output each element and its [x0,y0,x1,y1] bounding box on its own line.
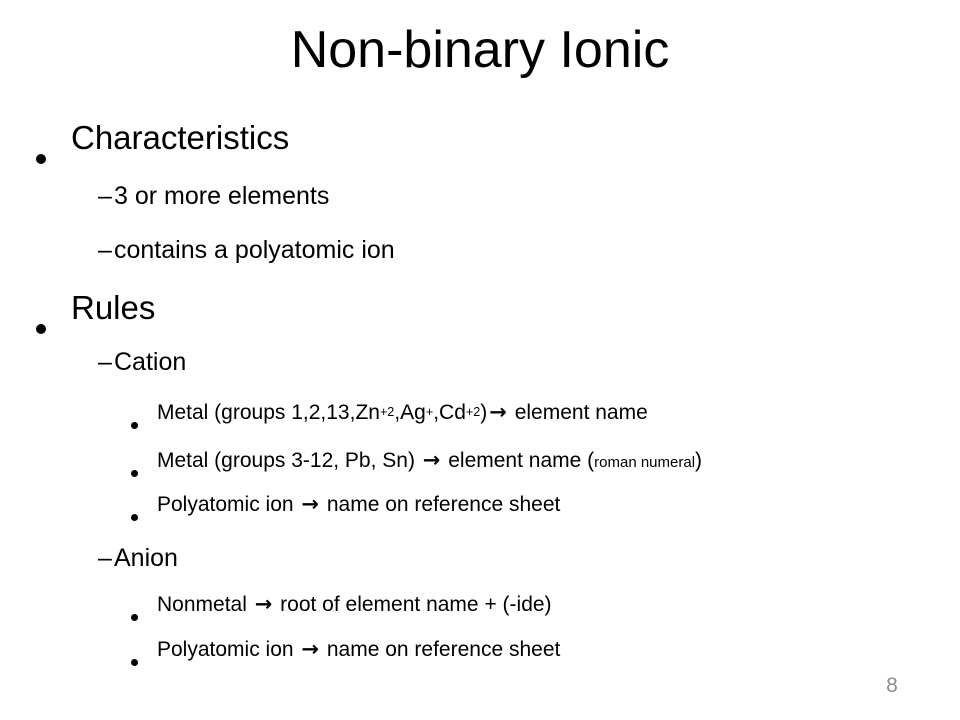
page-number: 8 [886,674,898,697]
dash-icon: – [98,236,112,264]
sub-bullet-anion-text: Anion [114,544,178,572]
sub-bullet-cation-text: Cation [114,348,187,376]
bullet-characteristics-text: Characteristics [71,119,290,156]
cation-item-2-text: Metal (groups 3-12, Pb, Sn) → element name (roman numeral) [157,448,703,472]
sub-bullet-polyatomic-text: contains a polyatomic ion [114,236,395,264]
bullet-dot-icon [131,470,138,477]
bullet-rules-text: Rules [71,289,156,326]
arrow-right-icon: → [254,592,273,616]
slide-title: Non-binary Ionic [290,21,670,79]
bullet-dot-icon [36,154,46,164]
bullet-dot-icon [36,324,46,334]
arrow-right-icon: → [489,400,507,424]
anion-item-1-text: Nonmetal → root of element name + (-ide) [157,592,552,616]
bullet-dot-icon [131,514,138,521]
arrow-right-icon: → [422,448,441,472]
bullet-dot-icon [131,614,138,621]
bullet-dot-icon [131,422,138,429]
cation-item-3-text: Polyatomic ion → name on reference sheet [157,492,561,516]
bullet-dot-icon [131,659,138,666]
dash-icon: – [98,182,112,210]
cation-item-1-text: Metal (groups $1,2,13,Zn^{+2},Ag^+,Cd^{+2})\to$ element name [157,400,648,424]
sub-bullet-elements-text: 3 or more elements [114,182,330,210]
dash-icon: – [98,544,112,572]
arrow-right-icon: → [301,637,320,661]
arrow-right-icon: → [301,492,320,516]
anion-item-2-text: Polyatomic ion → name on reference sheet [157,637,561,661]
dash-icon: – [98,348,112,376]
